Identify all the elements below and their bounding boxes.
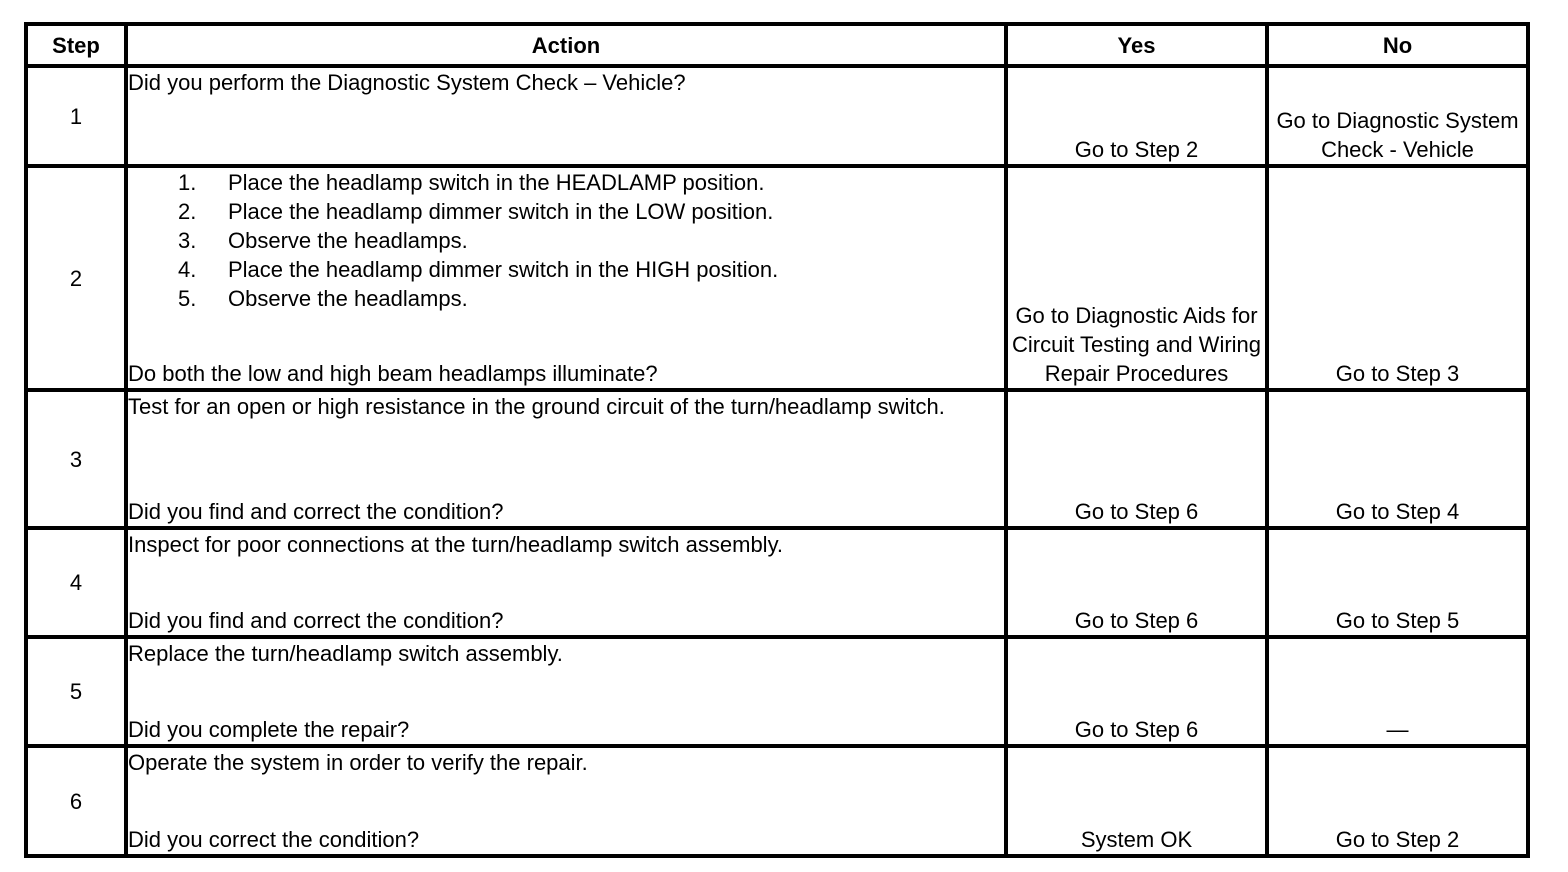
list-item: 2. Place the headlamp dimmer switch in the LOW position. (178, 199, 774, 224)
action-cell (126, 746, 1006, 856)
action-question: Do both the low and high beam headlamps illuminate? (128, 361, 658, 386)
step-number: 2 (26, 166, 126, 390)
no-cell: Go to Step 4 (1267, 390, 1528, 528)
yes-cell: Go to Step 2 (1006, 66, 1267, 166)
no-cell: — (1267, 637, 1528, 746)
action-cell (126, 637, 1006, 746)
no-cell: Go to Step 3 (1267, 166, 1528, 390)
action-cell (126, 66, 1006, 166)
action-question: Did you complete the repair? (128, 717, 410, 742)
action-text: Inspect for poor connections at the turn/headlamp switch assembly. (128, 532, 784, 557)
action-text: Operate the system in order to verify the repair. (128, 750, 588, 775)
list-item: 5. Observe the headlamps. (178, 286, 468, 311)
no-cell: Go to Step 2 (1267, 746, 1528, 856)
yes-cell: Go to Step 6 (1006, 637, 1267, 746)
table-row (26, 390, 1528, 528)
table-row (26, 166, 1528, 390)
action-text: Did you perform the Diagnostic System Check – Vehicle? (128, 70, 686, 95)
yes-cell: System OK (1006, 746, 1267, 856)
table-row (26, 637, 1528, 746)
step-number: 3 (26, 390, 126, 528)
header-yes: Yes (1006, 24, 1267, 66)
table-row (26, 528, 1528, 637)
table-row (26, 66, 1528, 166)
header-no: No (1267, 24, 1528, 66)
header-row (26, 24, 1528, 66)
action-question: Did you correct the condition? (128, 827, 420, 852)
yes-cell: Go to Step 6 (1006, 528, 1267, 637)
step-number: 5 (26, 637, 126, 746)
yes-cell: Go to Step 6 (1006, 390, 1267, 528)
step-number: 6 (26, 746, 126, 856)
yes-cell: Go to Diagnostic Aids for Circuit Testing and Wiring Repair Procedures (1006, 166, 1267, 390)
table-row (26, 746, 1528, 856)
action-cell (126, 528, 1006, 637)
header-step: Step (26, 24, 126, 66)
header-action: Action (126, 24, 1006, 66)
action-text: Replace the turn/headlamp switch assembly. (128, 641, 563, 666)
action-cell (126, 166, 1006, 390)
action-question: Did you find and correct the condition? (128, 608, 504, 633)
list-item: 1. Place the headlamp switch in the HEADLAMP position. (178, 170, 765, 195)
diagnostic-table (24, 22, 1530, 858)
action-cell (126, 390, 1006, 528)
list-item: 3. Observe the headlamps. (178, 228, 468, 253)
step-number: 4 (26, 528, 126, 637)
list-item: 4. Place the headlamp dimmer switch in the HIGH position. (178, 257, 779, 282)
no-cell: Go to Step 5 (1267, 528, 1528, 637)
action-question: Did you find and correct the condition? (128, 499, 504, 524)
action-steps-list (128, 168, 1004, 313)
action-text: Test for an open or high resistance in the ground circuit of the turn/headlamp switch. (128, 394, 945, 419)
no-cell: Go to Diagnostic System Check - Vehicle (1267, 66, 1528, 166)
step-number: 1 (26, 66, 126, 166)
